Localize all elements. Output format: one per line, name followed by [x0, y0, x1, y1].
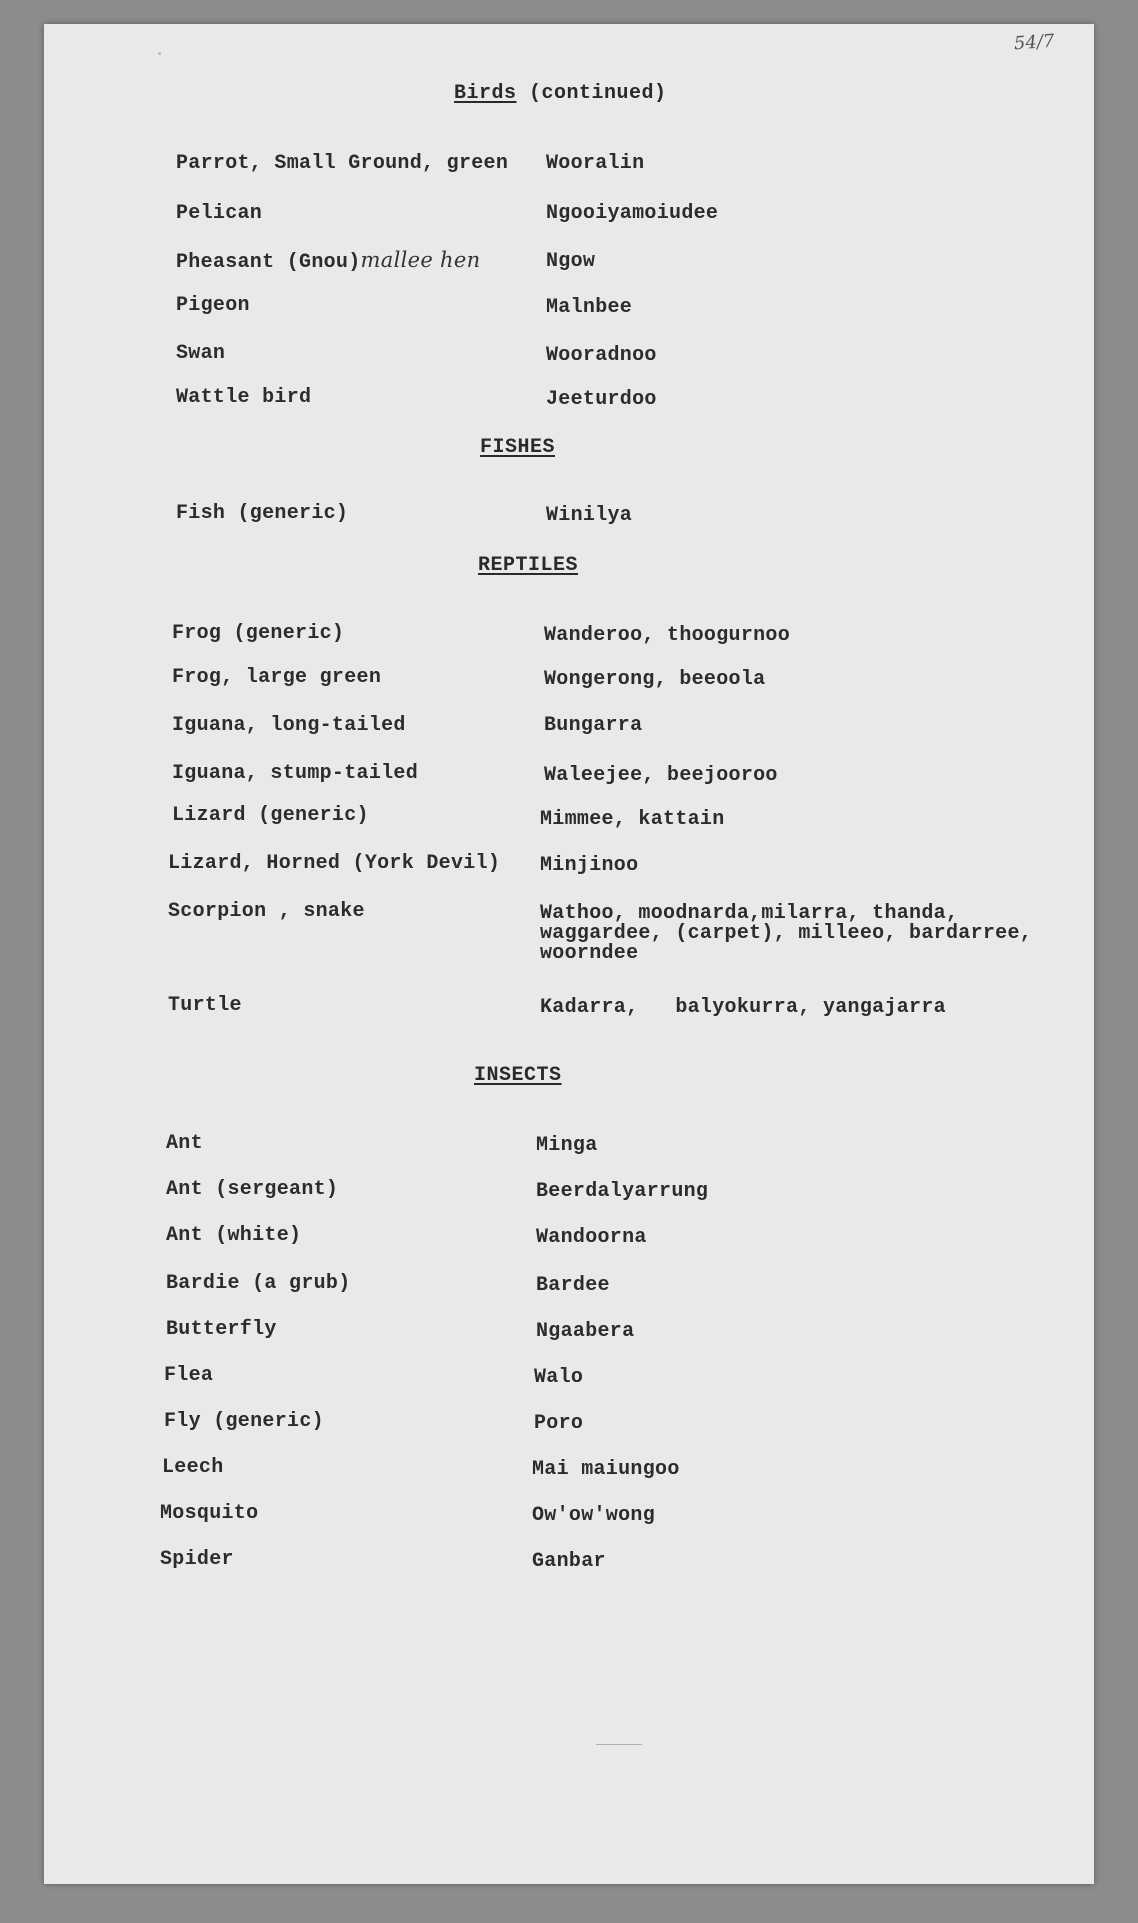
- section-heading-fishes: [480, 436, 555, 459]
- fishes-row-1-native: Winilya: [546, 504, 633, 527]
- birds-row-4-english: Pigeon: [176, 294, 250, 317]
- insects-row-2-english: Ant (sergeant): [166, 1178, 339, 1201]
- reptiles-row-7-english: Scorpion , snake: [168, 900, 365, 923]
- section-heading-reptiles: [478, 554, 578, 577]
- section-title-insects: INSECTS: [474, 1064, 562, 1087]
- reptiles-row-1-native: Wanderoo, thoogurnoo: [544, 624, 791, 647]
- reptiles-row-8-english: Turtle: [168, 994, 242, 1017]
- section-title-fishes: FISHES: [480, 436, 556, 459]
- reptiles-row-4-english: Iguana, stump-tailed: [172, 762, 419, 785]
- insects-row-6-native: Walo: [534, 1366, 584, 1389]
- insects-row-8-native: Mai maiungoo: [532, 1458, 680, 1481]
- reptiles-row-7-native-line-3: woorndee: [540, 942, 639, 965]
- birds-row-1-english: Parrot, Small Ground, green: [176, 152, 509, 175]
- birds-row-2-native: Ngooiyamoiudee: [546, 202, 719, 225]
- reptiles-row-5-english: Lizard (generic): [172, 804, 369, 827]
- birds-row-1-native: Wooralin: [546, 152, 645, 175]
- insects-row-3-native: Wandoorna: [536, 1226, 647, 1249]
- insects-row-9-english: Mosquito: [160, 1502, 259, 1525]
- reptiles-row-1-english: Frog (generic): [172, 622, 345, 645]
- reptiles-row-3-english: Iguana, long-tailed: [172, 714, 406, 737]
- insects-row-5-native: Ngaabera: [536, 1320, 635, 1343]
- section-title-reptiles: REPTILES: [478, 554, 579, 577]
- birds-row-6-native: Jeeturdoo: [546, 388, 657, 411]
- reptiles-row-4-native: Waleejee, beejooroo: [544, 764, 778, 787]
- birds-row-6-english: Wattle bird: [176, 386, 312, 409]
- birds-row-4-native: Malnbee: [546, 296, 633, 319]
- section-title-birds-suffix: (continued): [529, 82, 667, 105]
- reptiles-row-6-native: Minjinoo: [540, 854, 639, 877]
- reptiles-row-5-native: Mimmee, kattain: [540, 808, 725, 831]
- insects-row-6-english: Flea: [164, 1364, 214, 1387]
- reptiles-row-3-native: Bungarra: [544, 714, 643, 737]
- paper-mark: [596, 1744, 642, 1745]
- reptiles-row-7-native-line-1: Wathoo, moodnarda,milarra, thanda,: [540, 902, 959, 925]
- insects-row-1-english: Ant: [166, 1132, 203, 1155]
- reptiles-row-7-native-line-2: waggardee, (carpet), milleeo, bardarree,: [540, 922, 1033, 945]
- insects-row-2-native: Beerdalyarrung: [536, 1180, 709, 1203]
- section-heading-birds: [454, 82, 667, 105]
- handwritten-annotation: mallee hen: [360, 248, 481, 272]
- insects-row-10-english: Spider: [160, 1548, 234, 1571]
- reptiles-row-2-native: Wongerong, beeoola: [544, 668, 766, 691]
- birds-row-5-english: Swan: [176, 342, 226, 365]
- document-page: [44, 24, 1094, 1884]
- insects-row-4-native: Bardee: [536, 1274, 610, 1297]
- birds-row-3-english: [176, 250, 480, 273]
- reptiles-row-6-english: Lizard, Horned (York Devil): [168, 852, 501, 875]
- paper-speck: [158, 52, 161, 55]
- page-number: 54/7: [1013, 30, 1056, 55]
- insects-row-3-english: Ant (white): [166, 1224, 302, 1247]
- insects-row-10-native: Ganbar: [532, 1550, 606, 1573]
- insects-row-1-native: Minga: [536, 1134, 598, 1157]
- fishes-row-1-english: Fish (generic): [176, 502, 349, 525]
- section-heading-insects: [474, 1064, 562, 1087]
- reptiles-row-2-english: Frog, large green: [172, 666, 382, 689]
- section-title-birds: Birds: [454, 82, 517, 105]
- insects-row-8-english: Leech: [162, 1456, 224, 1479]
- insects-row-7-english: Fly (generic): [164, 1410, 324, 1433]
- birds-row-3-native: Ngow: [546, 250, 596, 273]
- birds-row-5-native: Wooradnoo: [546, 344, 657, 367]
- insects-row-4-english: Bardie (a grub): [166, 1272, 351, 1295]
- insects-row-5-english: Butterfly: [166, 1318, 277, 1341]
- insects-row-9-native: Ow'ow'wong: [532, 1504, 656, 1527]
- reptiles-row-8-native: Kadarra, balyokurra, yangajarra: [540, 996, 946, 1019]
- birds-row-3-english-text: Pheasant (Gnou): [176, 251, 361, 274]
- insects-row-7-native: Poro: [534, 1412, 584, 1435]
- birds-row-2-english: Pelican: [176, 202, 263, 225]
